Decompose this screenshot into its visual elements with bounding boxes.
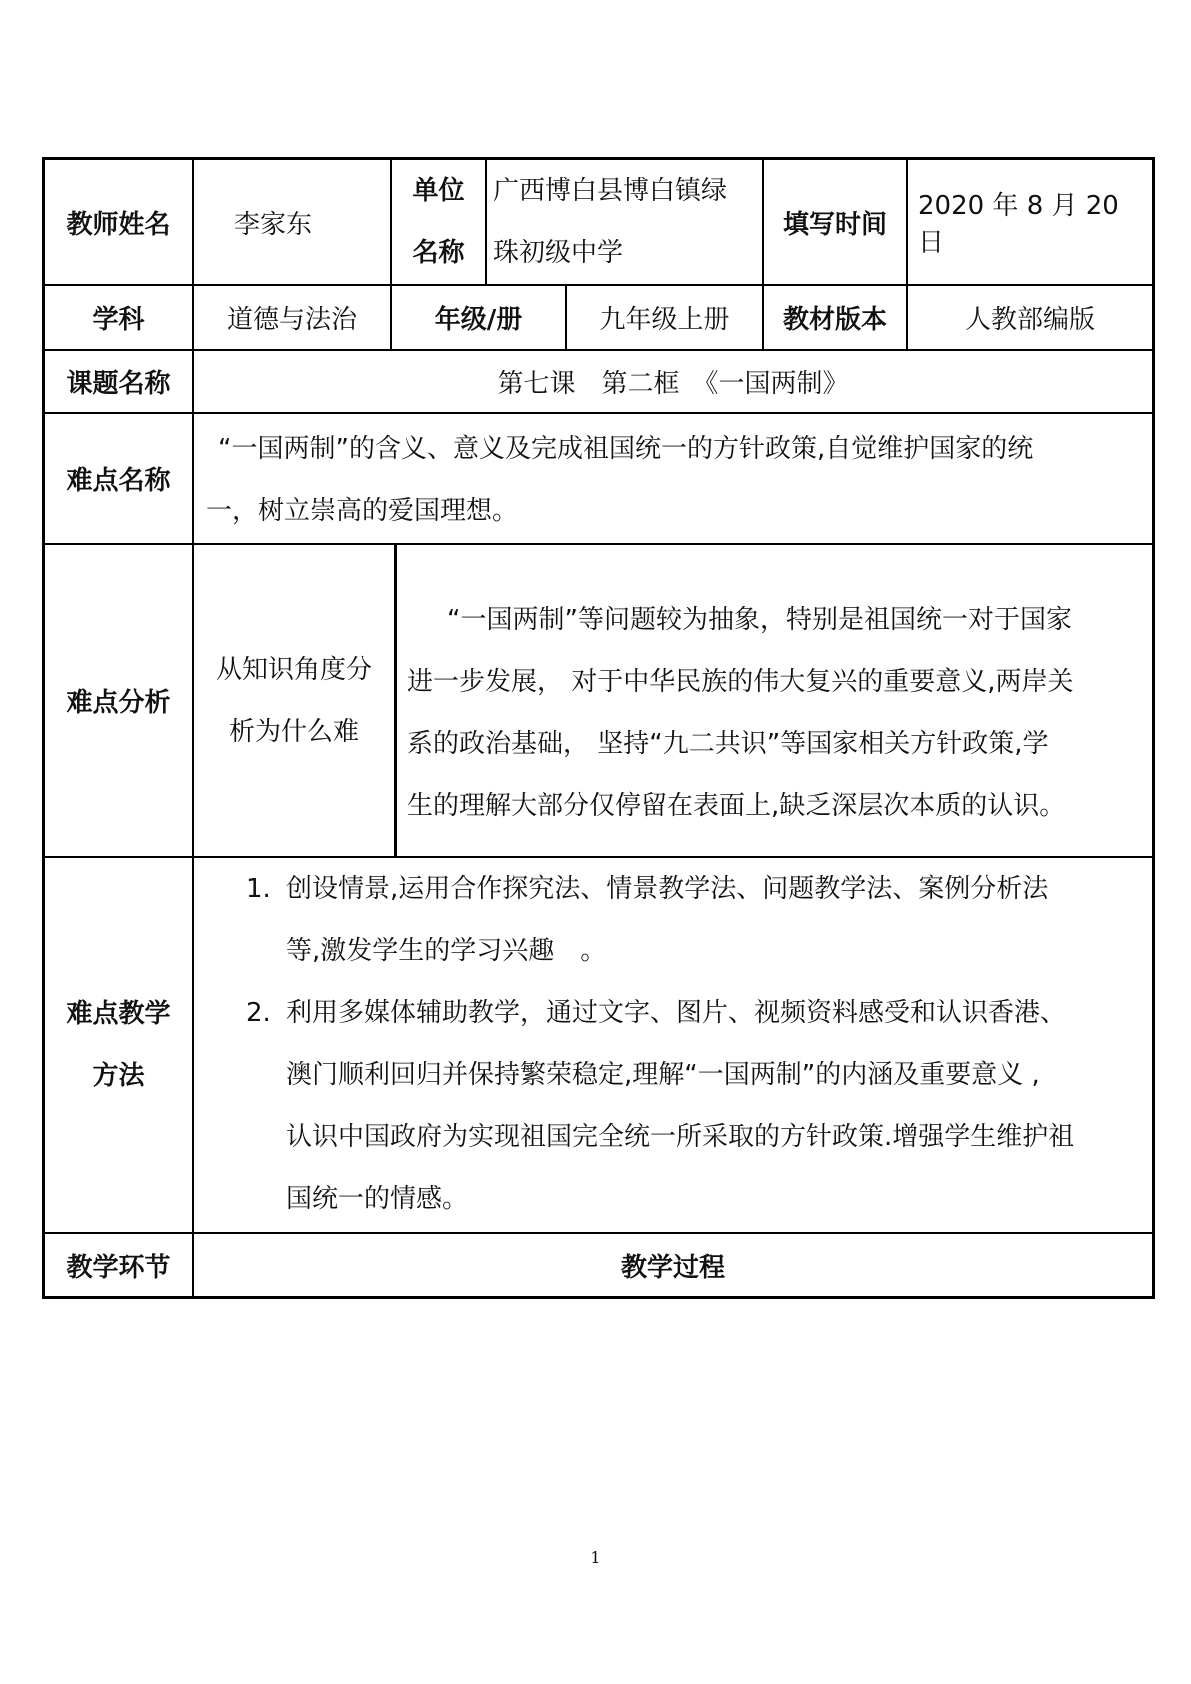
method-label-line2: 方法 [92,1061,145,1091]
method-label [45,858,192,1232]
table-border-bottom [42,1296,1155,1299]
subject-label: 学科 [92,305,145,335]
table-border-right [1152,157,1155,1299]
analysis-sub-label-line1: 从知识角度分 [215,654,372,685]
method-item-1-line1: 创设情景,运用合作探究法、情景教学法、问题教学法、案例分析法 [286,874,1049,904]
method-body [194,858,1152,1232]
analysis-line-1: “一国两制”等问题较为抽象，特别是祖国统一对于国家 [447,605,1072,635]
unit-value-line1: 广西博白县博白镇绿 [493,176,728,206]
method-label-line1: 难点教学 [66,999,171,1029]
method-item-2-line3: 认识中国政府为实现祖国完全统一所采取的方针政策.增强学生维护祖 [286,1122,1075,1152]
analysis-label: 难点分析 [66,688,171,718]
process-value: 教学过程 [620,1252,725,1283]
unit-value-line2: 珠初级中学 [493,238,624,268]
process-label: 教学环节 [66,1252,171,1283]
analysis-line-4: 生的理解大部分仅停留在表面上,缺乏深层次本质的认识。 [407,791,1066,821]
method-item-1 [246,858,1152,982]
analysis-line-2: 进一步发展， 对于中华民族的伟大复兴的重要意义,两岸关 [407,667,1074,697]
difficulty-line1: “一国两制”的含义、意义及完成祖国统一的方针政策,自觉维护国家的统 [218,434,1034,464]
unit-value [487,160,762,284]
method-item-2-line2: 澳门顺利回归并保持繁荣稳定,理解“一国两制”的内涵及重要意义 , [286,1060,1040,1090]
grade-label: 年级/册 [434,305,523,335]
unit-label [392,160,485,284]
difficulty-line2: 一，树立崇高的爱国理想。 [206,496,519,526]
unit-label-line2: 名称 [412,238,465,268]
teacher-name-value: 李家东 [234,209,313,240]
unit-label-line1: 单位 [412,176,465,206]
difficulty-value [194,414,1152,543]
edition-label: 教材版本 [782,305,887,335]
method-list [246,858,1152,1230]
method-item-2 [246,982,1152,1230]
page-number: 1 [590,1548,601,1567]
difficulty-label: 难点名称 [66,466,171,496]
topic-value: 第七课 第二框 《一国两制》 [497,369,849,399]
method-item-1-line2: 等,激发学生的学习兴趣 。 [286,936,607,966]
analysis-body [397,545,1152,856]
analysis-sub-label-line2: 析为什么难 [228,716,359,747]
method-item-1-number: 1. [246,874,271,904]
subject-value: 道德与法治 [226,305,357,335]
method-item-2-line1: 利用多媒体辅助教学，通过文字、图片、视频资料感受和认识香港、 [286,998,1067,1028]
analysis-sub-label [194,545,394,856]
method-item-2-line4: 国统一的情感。 [286,1184,469,1214]
fill-time-value: 2020 年 8 月 20 日 [918,191,1119,258]
fill-time-label: 填写时间 [782,209,887,240]
analysis-line-3: 系的政治基础， 坚持“九二共识”等国家相关方针政策,学 [407,729,1049,759]
method-item-2-number: 2. [246,998,271,1028]
topic-label: 课题名称 [66,369,171,399]
teacher-name-label: 教师姓名 [66,209,171,240]
grade-value: 九年级上册 [599,305,730,335]
edition-value: 人教部编版 [964,305,1095,335]
